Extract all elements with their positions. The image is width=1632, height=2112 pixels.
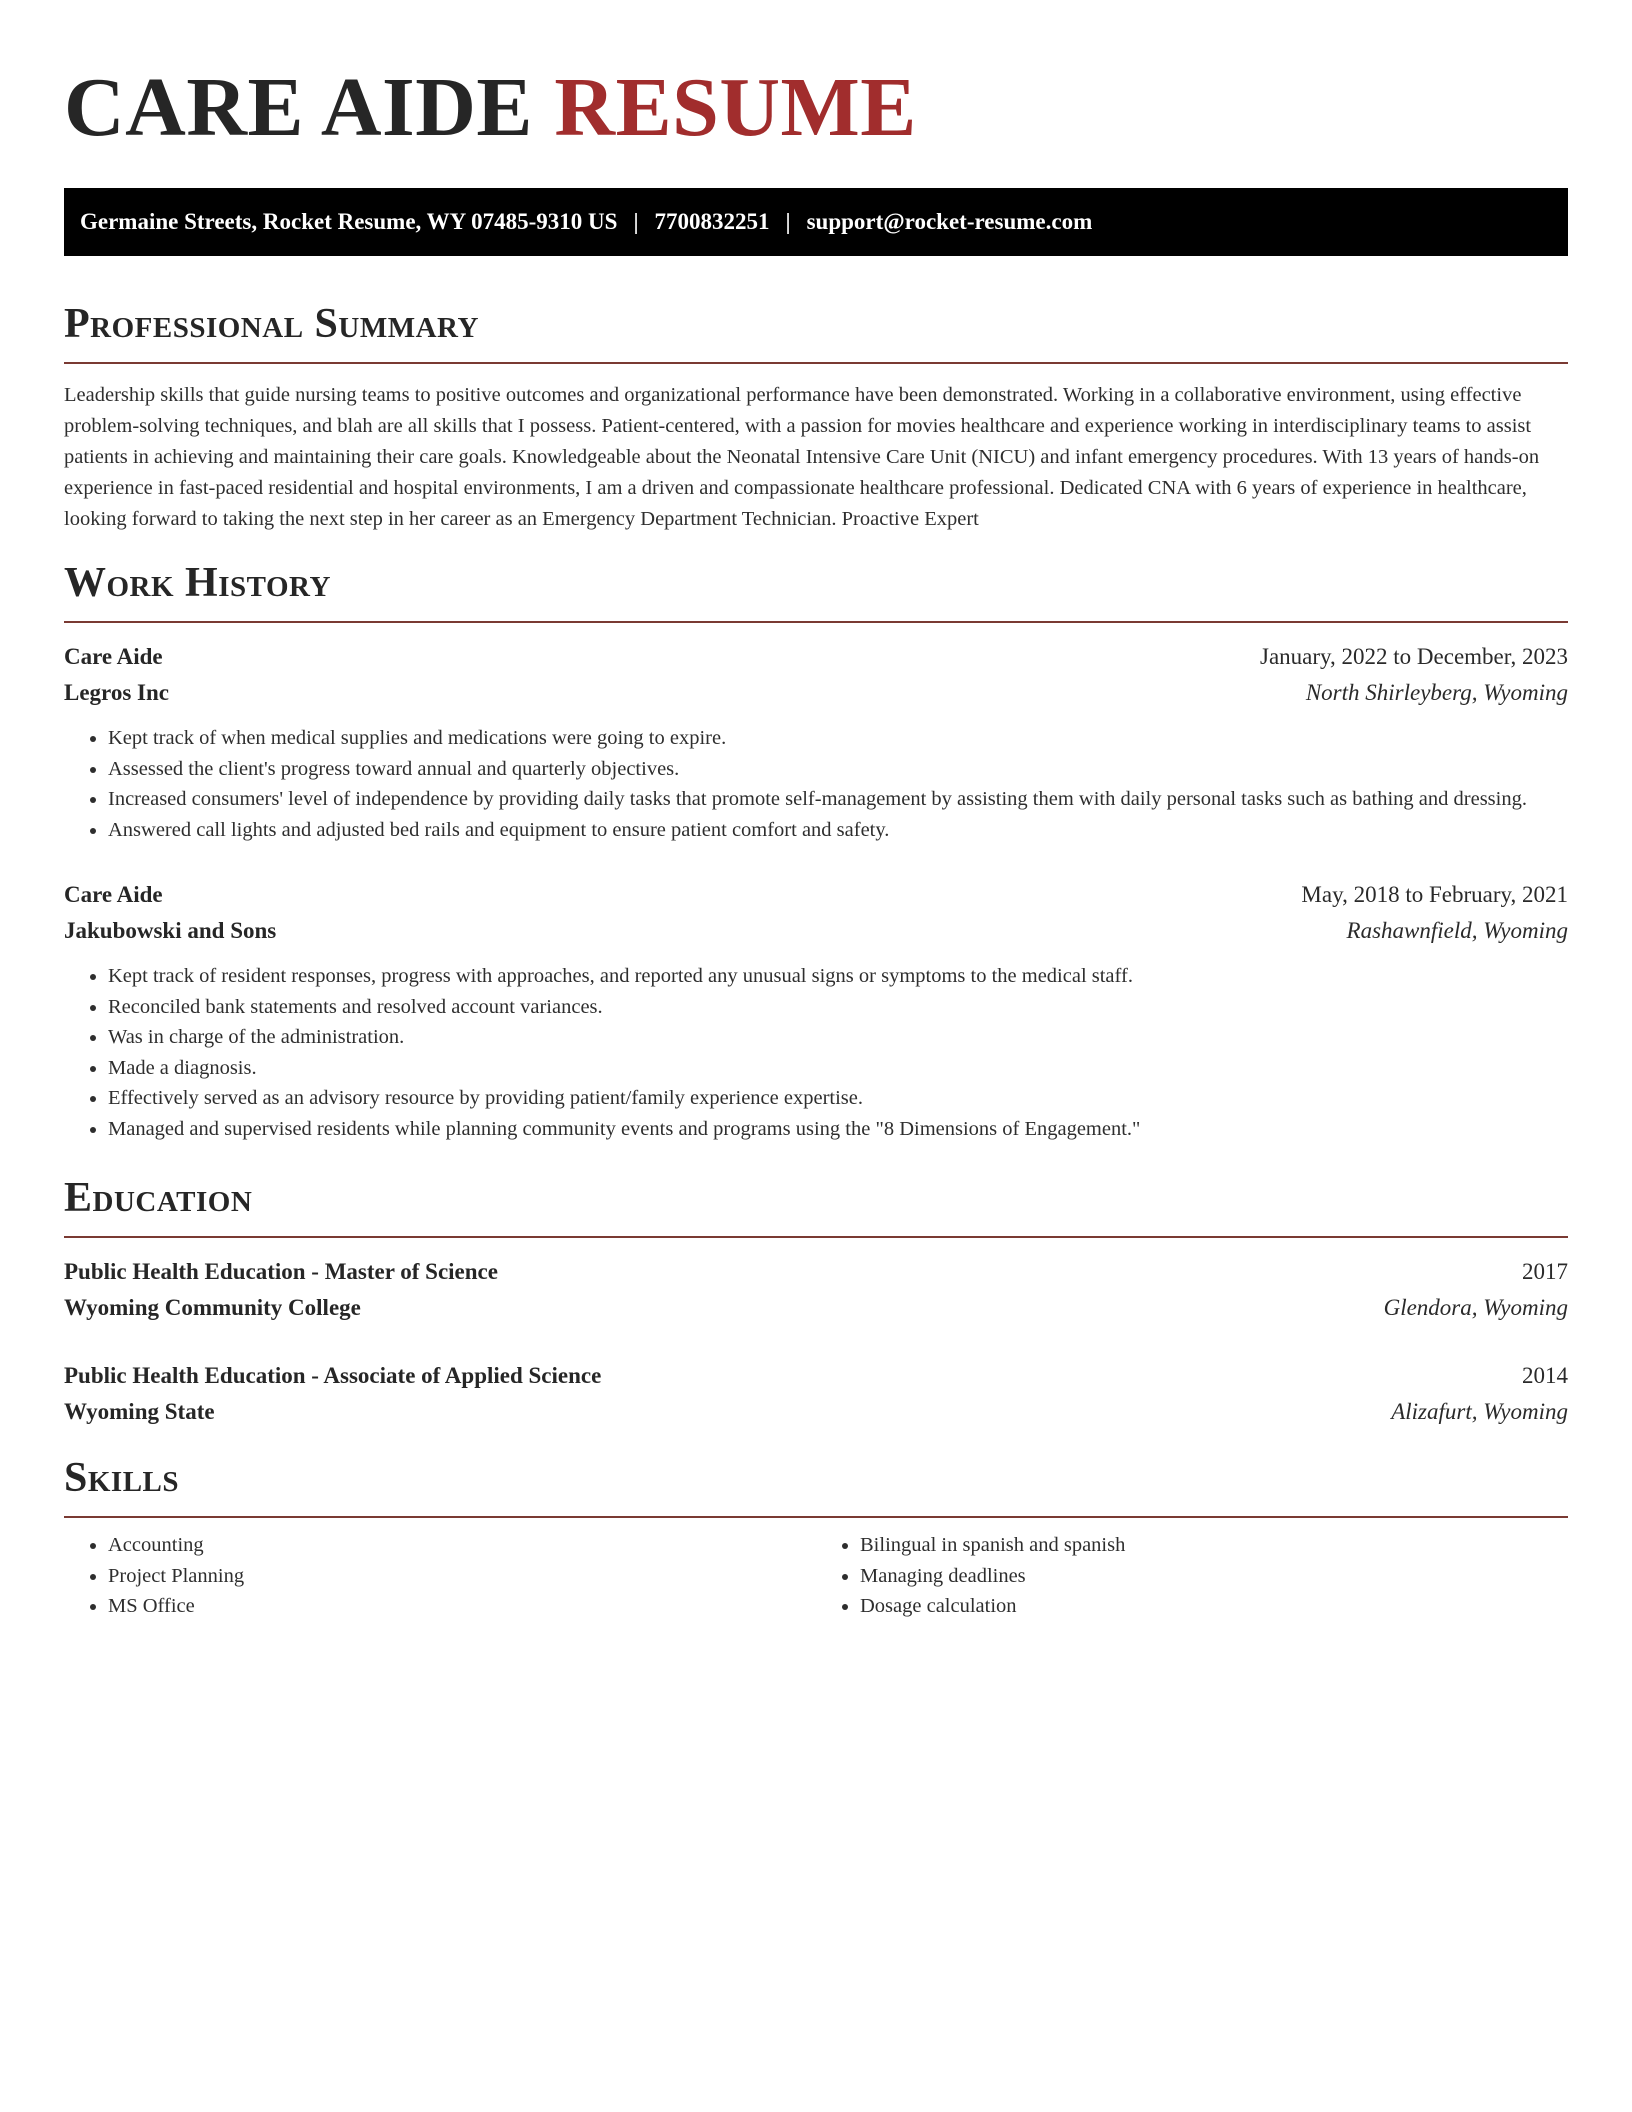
skill-item: • Accounting: [108, 1530, 816, 1561]
title-accent: RESUME: [554, 61, 917, 154]
list-item: • Was in charge of the administration.: [108, 1022, 1568, 1053]
skill-item: • MS Office: [108, 1591, 816, 1622]
education-entry: [64, 1254, 1568, 1326]
job-subheader: [64, 675, 1568, 711]
section-divider: [64, 362, 1568, 364]
section-heading-summary: Professional Summary: [64, 301, 479, 347]
list-item: • Managed and supervised residents while planning community events and programs using the "8 Dimensions of Engagement.": [108, 1114, 1568, 1145]
title-main: CARE AIDE: [64, 61, 533, 154]
education-location: Glendora, Wyoming: [1383, 1295, 1568, 1320]
job-title: Care Aide: [64, 882, 163, 907]
summary-section: [64, 298, 1568, 535]
skill-item: • Bilingual in spanish and spanish: [860, 1530, 1568, 1561]
job-header: [64, 639, 1568, 675]
contact-email: support@rocket-resume.com: [806, 209, 1093, 234]
skill-item: • Project Planning: [108, 1561, 816, 1592]
list-item: • Assessed the client's progress toward annual and quarterly objectives.: [108, 754, 1568, 785]
list-item: • Kept track of resident responses, progress with approaches, and reported any unusual signs or symptoms to the medical staff.: [108, 961, 1568, 992]
education-header: [64, 1358, 1568, 1394]
list-item: • Effectively served as an advisory resource by providing patient/family experience expertise.: [108, 1083, 1568, 1114]
summary-text: Leadership skills that guide nursing teams to positive outcomes and organizational performance have been demonstrated. Working in a collaborative environment, using effective problem-solving techniques, and blah are all skills that I possess. Patient-centered, with a passion for movies healthcare and experience working in interdisciplinary teams to assist patients in achieving and maintaining their care goals. Knowledgeable about the Neonatal Intensive Care Unit (NICU) and infant emergency procedures. With 13 years of hands-on experience in fast-paced residential and hospital environments, I am a driven and compassionate healthcare professional. Dedicated CNA with 6 years of experience in healthcare, looking forward to taking the next step in her career as an Emergency Department Technician. Proactive Expert: [64, 384, 1540, 530]
section-divider: [64, 1516, 1568, 1518]
job-bullets: [64, 961, 1568, 1144]
job-title: Care Aide: [64, 644, 163, 669]
education-degree: Public Health Education - Master of Science: [64, 1259, 498, 1284]
education-entry: [64, 1358, 1568, 1430]
contact-bar: [64, 188, 1568, 256]
job-location: North Shirleyberg, Wyoming: [1305, 680, 1568, 705]
list-item: • Increased consumers' level of independence by providing daily tasks that promote self-management by assisting them with daily personal tasks such as bathing and dressing.: [108, 784, 1568, 815]
section-divider: [64, 621, 1568, 623]
job-entry: [64, 639, 1568, 845]
contact-address: Germaine Streets, Rocket Resume, WY 07485-9310 US: [80, 209, 618, 234]
skills-columns: [64, 1530, 1568, 1622]
education-year: 2014: [1522, 1363, 1568, 1388]
education-section: [64, 1172, 1568, 1430]
job-location: Rashawnfield, Wyoming: [1346, 918, 1568, 943]
education-header: [64, 1254, 1568, 1290]
skill-item: • Managing deadlines: [860, 1561, 1568, 1592]
list-item: • Reconciled bank statements and resolved account variances.: [108, 992, 1568, 1023]
job-subheader: [64, 913, 1568, 949]
contact-phone: 7700832251: [654, 209, 770, 234]
skill-item: • Dosage calculation: [860, 1591, 1568, 1622]
education-school: Wyoming State: [64, 1399, 215, 1424]
skills-section: [64, 1452, 1568, 1622]
job-company: Legros Inc: [64, 680, 169, 705]
list-item: • Made a diagnosis.: [108, 1053, 1568, 1084]
skills-list-left: [64, 1530, 816, 1622]
section-divider: [64, 1236, 1568, 1238]
work-section: [64, 557, 1568, 1144]
education-subheader: [64, 1394, 1568, 1430]
section-heading-work: Work History: [64, 560, 331, 606]
education-school: Wyoming Community College: [64, 1295, 361, 1320]
education-subheader: [64, 1290, 1568, 1326]
resume-title: [64, 56, 1568, 154]
education-year: 2017: [1522, 1259, 1568, 1284]
education-location: Alizafurt, Wyoming: [1391, 1399, 1568, 1424]
job-dates: May, 2018 to February, 2021: [1301, 882, 1568, 907]
skills-list-right: [816, 1530, 1568, 1622]
list-item: • Answered call lights and adjusted bed rails and equipment to ensure patient comfort and safety.: [108, 815, 1568, 846]
contact-separator: |: [785, 209, 791, 234]
job-header: [64, 877, 1568, 913]
education-degree: Public Health Education - Associate of Applied Science: [64, 1363, 602, 1388]
section-heading-education: Education: [64, 1175, 253, 1221]
contact-separator: |: [633, 209, 639, 234]
job-bullets: [64, 723, 1568, 845]
job-dates: January, 2022 to December, 2023: [1260, 644, 1568, 669]
list-item: • Kept track of when medical supplies and medications were going to expire.: [108, 723, 1568, 754]
job-company: Jakubowski and Sons: [64, 918, 277, 943]
section-heading-skills: Skills: [64, 1455, 180, 1501]
job-entry: [64, 877, 1568, 1144]
